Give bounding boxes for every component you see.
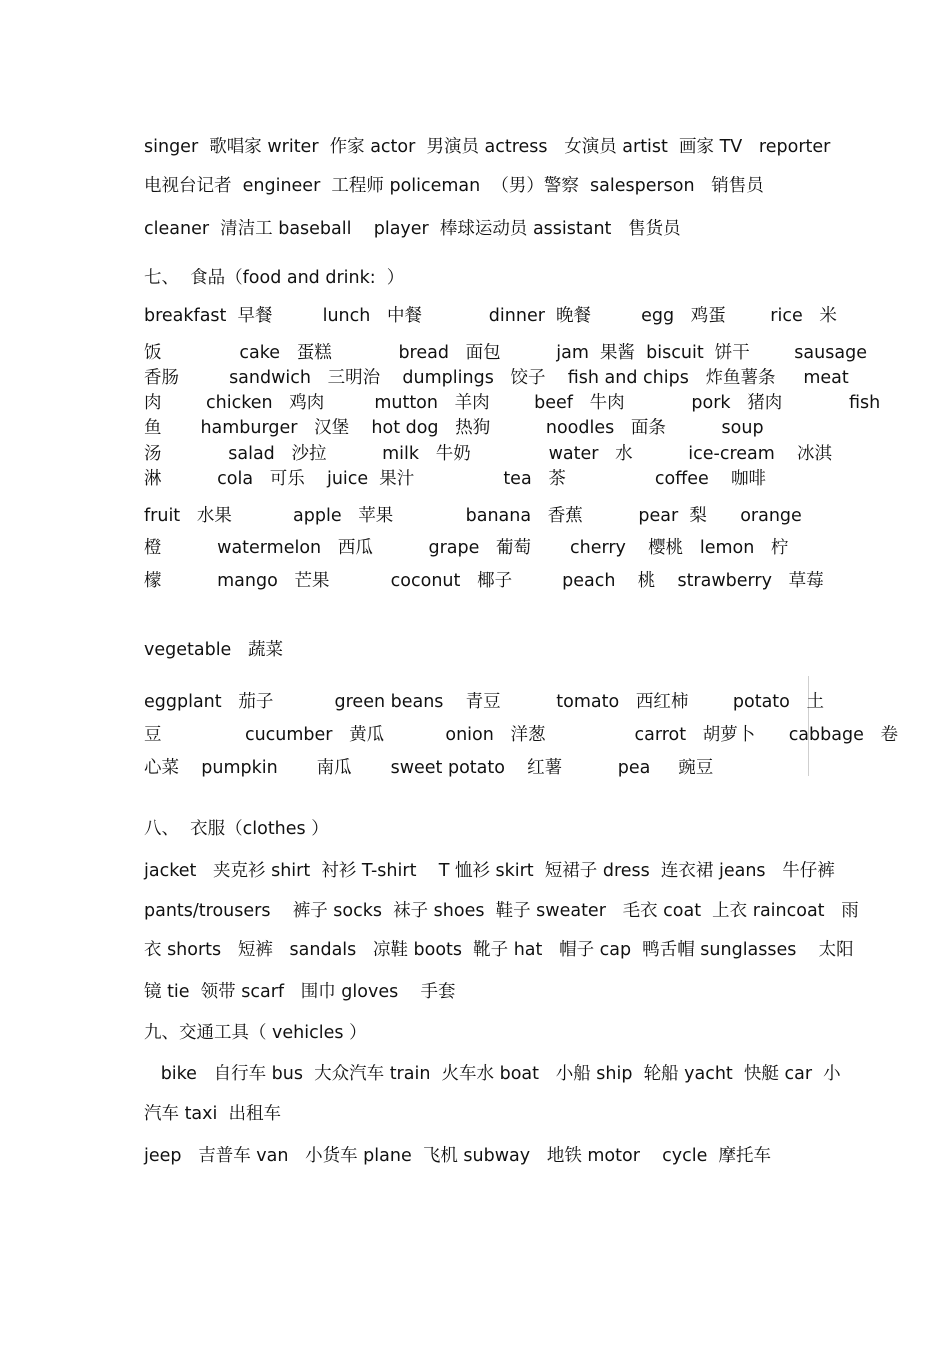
food-line-2: 饭 cake 蛋糕 bread 面包 jam 果酱 biscuit 饼干 sausage [144, 343, 867, 363]
vegetable-heading: vegetable 蔬菜 [144, 640, 284, 660]
food-heading: 七、 食品（food and drink: ） [144, 268, 405, 288]
food-line-6: 汤 salad 沙拉 milk 牛奶 water 水 ice-cream 冰淇 [144, 444, 833, 464]
food-line-5: 鱼 hamburger 汉堡 hot dog 热狗 noodles 面条 soup [144, 418, 764, 438]
food-line-4: 肉 chicken 鸡肉 mutton 羊肉 beef 牛肉 pork 猪肉 fish [144, 393, 881, 413]
clothes-line-4: 镜 tie 领带 scarf 围巾 gloves 手套 [144, 982, 456, 1002]
vehicles-heading: 九、交通工具（ vehicles ） [144, 1023, 367, 1043]
jobs-line-1: singer 歌唱家 writer 作家 actor 男演员 actress 女演员 artist 画家 TV reporter [144, 137, 831, 157]
jobs-line-3: cleaner 清洁工 baseball player 棒球运动员 assistant 售货员 [144, 219, 681, 239]
clothes-line-1: jacket 夹克衫 shirt 衬衫 T-shirt T 恤衫 skirt 短裙子 dress 连衣裙 jeans 牛仔裤 [144, 861, 835, 881]
clothes-heading: 八、 衣服（clothes ） [144, 819, 329, 839]
vehicles-line-3: jeep 吉普车 van 小货车 plane 飞机 subway 地铁 motor cycle 摩托车 [144, 1146, 771, 1166]
vegetable-line-1: eggplant 茄子 green beans 青豆 tomato 西红柿 potato 土 [144, 692, 825, 712]
fruit-line-2: 橙 watermelon 西瓜 grape 葡萄 cherry 樱桃 lemon 柠 [144, 538, 789, 558]
vegetable-line-3: 心菜 pumpkin 南瓜 sweet potato 红薯 pea 豌豆 [144, 758, 714, 778]
food-line-3: 香肠 sandwich 三明治 dumplings 饺子 fish and chips 炸鱼薯条 meat [144, 368, 849, 388]
clothes-line-3: 衣 shorts 短裤 sandals 凉鞋 boots 靴子 hat 帽子 cap 鸭舌帽 sunglasses 太阳 [144, 940, 854, 960]
food-line-1: breakfast 早餐 lunch 中餐 dinner 晚餐 egg 鸡蛋 rice 米 [144, 306, 837, 326]
food-line-7: 淋 cola 可乐 juice 果汁 tea 茶 coffee 咖啡 [144, 469, 767, 489]
clothes-line-2: pants/trousers 裤子 socks 袜子 shoes 鞋子 sweater 毛衣 coat 上衣 raincoat 雨 [144, 901, 859, 921]
jobs-line-2: 电视台记者 engineer 工程师 policeman （男）警察 salesperson 销售员 [144, 176, 764, 196]
fruit-line-3: 檬 mango 芒果 coconut 椰子 peach 桃 strawberry 草莓 [144, 571, 824, 591]
vegetable-line-2: 豆 cucumber 黄瓜 onion 洋葱 carrot 胡萝卜 cabbage 卷 [144, 725, 899, 745]
fruit-line-1: fruit 水果 apple 苹果 banana 香蕉 pear 梨 orange [144, 506, 802, 526]
vehicles-line-1: bike 自行车 bus 大众汽车 train 火车水 boat 小船 ship 轮船 yacht 快艇 car 小 [144, 1064, 841, 1084]
vehicles-line-2: 汽车 taxi 出租车 [144, 1104, 281, 1124]
